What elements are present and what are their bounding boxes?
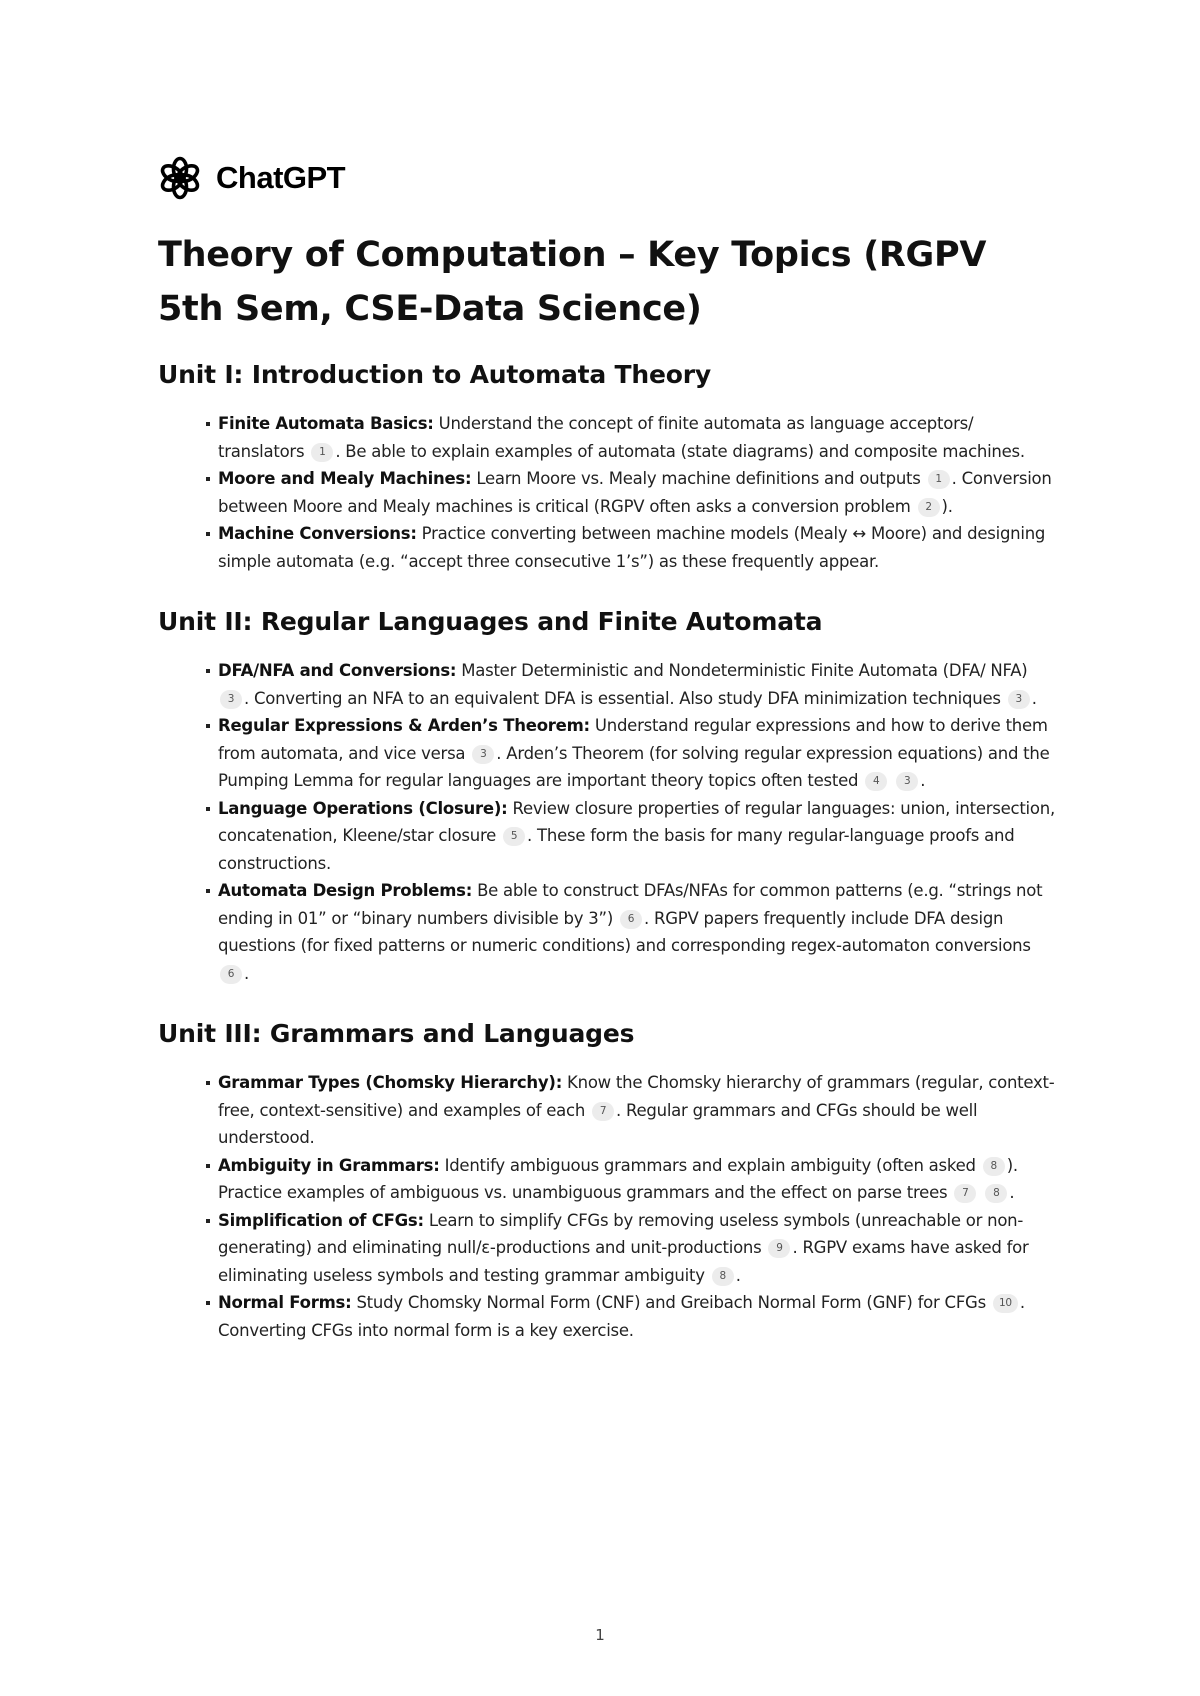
topic-label: Moore and Mealy Machines: [218,469,472,488]
topic-text: . Converting an NFA to an equivalent DFA is essential. Also study DFA minimization techniques [244,688,1006,708]
citation-badge[interactable]: 6 [620,910,642,929]
topic-text: . These form the basis for many regular-language proofs and constructions. [218,826,1015,873]
topic-label: Normal Forms: [218,1293,352,1312]
topic-text: ). [941,496,953,516]
citation-badge[interactable]: 7 [592,1102,614,1121]
unit-heading: Unit II: Regular Languages and Finite Automata [158,607,823,636]
topic-label: Automata Design Problems: [218,881,473,900]
citation-badge[interactable]: 3 [220,690,242,709]
citation-badge[interactable]: 8 [983,1157,1005,1176]
topic-text: Practice converting between machine models (Mealy ↔ Moore) and designing simple automata (e.g. “accept three consecutive 1’s”) as these frequently appear. [218,524,1046,571]
topic-text: . RGPV papers frequently include DFA design questions (for fixed patterns or numeric conditions) and corresponding regex-automaton conversions [218,908,1031,955]
topic-text: Learn Moore vs. Mealy machine definitions and outputs [476,469,926,488]
citation-badge[interactable]: 2 [918,498,940,517]
document-title: Theory of Computation – Key Topics (RGPV 5th Sem, CSE-Data Science) [158,235,987,329]
topic-text: Be able to construct DFAs/NFAs for common patterns (e.g. “strings not ending in 01” or “binary numbers divisible by 3”) [218,881,1043,928]
topic-item [218,1152,1058,1207]
openai-logo-icon [158,156,202,200]
citation-badge[interactable]: 5 [503,827,525,846]
unit-heading: Unit I: Introduction to Automata Theory [158,360,711,389]
brand-header [158,156,345,200]
topic-text: . [1009,1183,1015,1202]
topic-item [218,410,1058,465]
topic-text: Identify ambiguous grammars and explain ambiguity (often asked [444,1155,981,1175]
topic-text: Know the Chomsky hierarchy of grammars (regular, context-free, context-sensitive) and examples of each [218,1073,1055,1120]
unit-heading: Unit III: Grammars and Languages [158,1019,635,1048]
topic-text [978,1183,983,1202]
citation-badge[interactable]: 8 [712,1267,734,1286]
citation-badge[interactable]: 3 [1008,690,1030,709]
topic-item [218,795,1058,878]
topic-text: ). Practice examples of ambiguous vs. unambiguous grammars and the effect on parse trees [218,1155,1018,1202]
topic-label: Machine Conversions: [218,524,417,543]
topic-text: . Regular grammars and CFGs should be well understood. [218,1100,978,1147]
topic-text [889,771,894,790]
topic-item [218,1069,1058,1152]
topic-text: . [1031,688,1037,708]
citation-badge[interactable]: 1 [928,470,950,489]
topic-item [218,657,1058,712]
units-container [158,358,1058,1344]
topic-item [218,712,1058,795]
topic-text: Understand regular expressions and how to derive them from automata, and vice versa [218,716,1048,763]
topic-label: Simplification of CFGs: [218,1210,424,1230]
topic-text: . Conversion between Moore and Mealy machines is critical (RGPV often asks a conversion problem [218,469,1052,516]
document-body [158,228,1058,1374]
topic-item [218,877,1058,987]
citation-badge[interactable]: 7 [954,1184,976,1203]
topic-text: Understand the concept of finite automata as language acceptors/ translators [218,414,974,461]
topic-list [158,410,1058,575]
topic-item [218,1207,1058,1290]
topic-label: Finite Automata Basics: [218,414,434,433]
topic-text: . Be able to explain examples of automata (state diagrams) and composite machines. [335,441,1025,461]
topic-text: Review closure properties of regular languages: union, intersection, concatenation, Kleene/star closure [218,798,1055,845]
topic-label: DFA/NFA and Conversions: [218,661,457,680]
citation-badge[interactable]: 1 [311,443,333,462]
topic-label: Ambiguity in Grammars: [218,1155,440,1175]
topic-text: Study Chomsky Normal Form (CNF) and Greibach Normal Form (GNF) for CFGs [356,1293,991,1312]
topic-text: . Converting CFGs into normal form is a key exercise. [218,1293,1025,1340]
citation-badge[interactable]: 8 [985,1184,1007,1203]
citation-badge[interactable]: 9 [768,1239,790,1258]
brand-name: ChatGPT [216,160,346,195]
citation-badge[interactable]: 4 [865,772,887,791]
topic-text: . Arden’s Theorem (for solving regular expression equations) and the Pumping Lemma for regular languages are important theory topics often tested [218,743,1050,790]
topic-label: Grammar Types (Chomsky Hierarchy): [218,1073,563,1092]
topic-text: . [244,963,249,983]
topic-text: . [920,771,926,790]
citation-badge[interactable]: 3 [472,745,494,764]
topic-text: Learn to simplify CFGs by removing useless symbols (unreachable or non-generating) and eliminating null/ε-productions and unit-productions [218,1210,1024,1257]
topic-text: . RGPV exams have asked for eliminating useless symbols and testing grammar ambiguity [218,1238,1029,1285]
citation-badge[interactable]: 6 [220,965,242,984]
page-number: 1 [595,1626,605,1644]
topic-label: Regular Expressions & Arden’s Theorem: [218,716,590,735]
citation-badge[interactable]: 10 [993,1294,1018,1313]
citation-badge[interactable]: 3 [896,772,918,791]
topic-text: Master Deterministic and Nondeterministic Finite Automata (DFA/ NFA) [461,661,1028,680]
topic-item [218,465,1058,520]
topic-list [158,1069,1058,1344]
topic-label: Language Operations (Closure): [218,798,508,818]
topic-item [218,520,1058,575]
topic-text: . [735,1265,741,1285]
topic-list [158,657,1058,987]
topic-item [218,1289,1058,1344]
